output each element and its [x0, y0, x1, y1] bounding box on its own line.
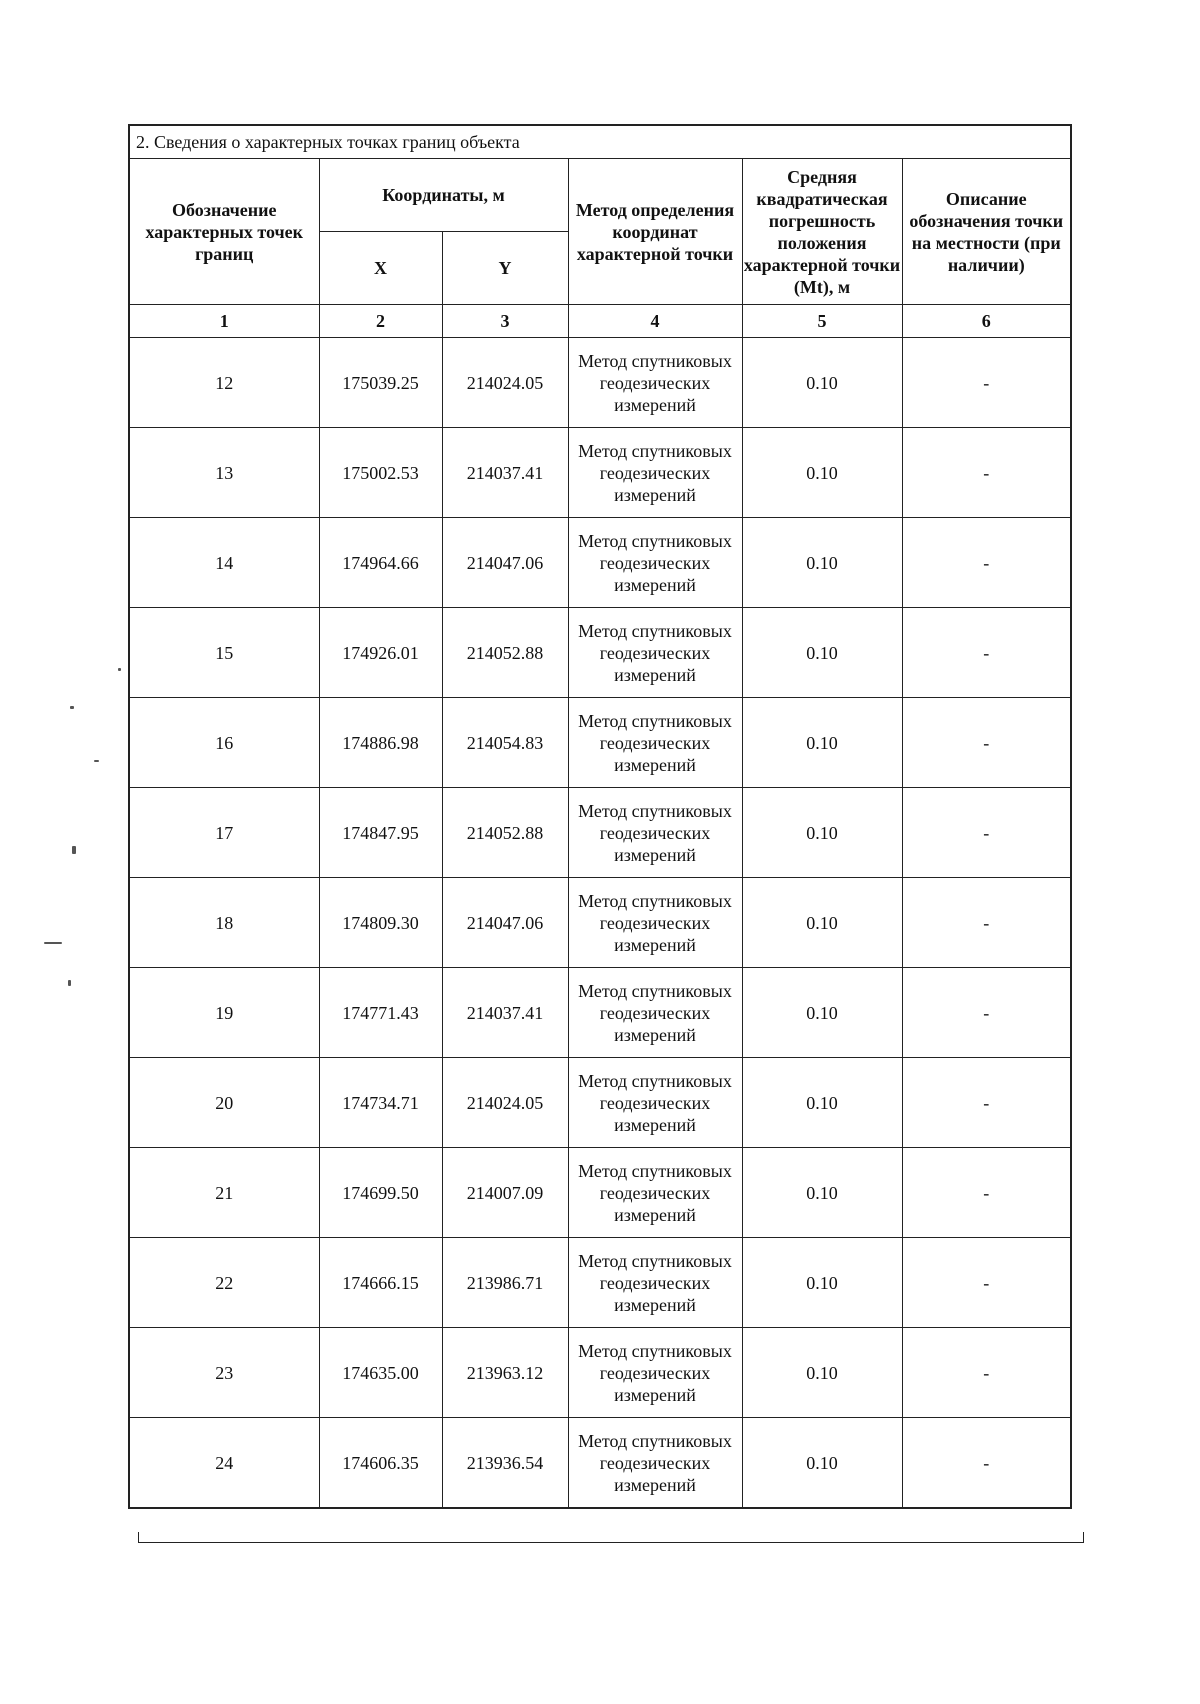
scan-speck [72, 846, 76, 854]
header-x: X [319, 232, 442, 305]
description-cell: - [902, 878, 1071, 968]
point-number: 14 [129, 518, 319, 608]
description-cell: - [902, 1418, 1071, 1509]
header-coordinates: Координаты, м [319, 159, 568, 232]
table-title: 2. Сведения о характерных точках границ объекта [129, 125, 1071, 159]
point-number: 24 [129, 1418, 319, 1509]
description-cell: - [902, 338, 1071, 428]
coord-x: 174964.66 [319, 518, 442, 608]
table-row [129, 698, 1071, 788]
method-cell: Метод спутниковых геодезических измерений [568, 1328, 742, 1418]
column-number: 1 [129, 305, 319, 338]
coord-y: 213963.12 [442, 1328, 568, 1418]
method-cell: Метод спутниковых геодезических измерений [568, 608, 742, 698]
coord-y: 213986.71 [442, 1238, 568, 1328]
header-method: Метод определения координат характерной точки [568, 159, 742, 305]
description-cell: - [902, 788, 1071, 878]
coord-y: 214047.06 [442, 518, 568, 608]
table-row [129, 1148, 1071, 1238]
method-cell: Метод спутниковых геодезических измерений [568, 788, 742, 878]
method-cell: Метод спутниковых геодезических измерений [568, 698, 742, 788]
description-cell: - [902, 428, 1071, 518]
coord-x: 174606.35 [319, 1418, 442, 1509]
error-cell: 0.10 [742, 1418, 902, 1509]
scan-speck [68, 980, 71, 986]
table-row [129, 1328, 1071, 1418]
error-cell: 0.10 [742, 518, 902, 608]
header-designation: Обозначение характерных точек границ [129, 159, 319, 305]
table-row [129, 428, 1071, 518]
scan-speck [118, 668, 121, 671]
table-row [129, 518, 1071, 608]
coord-y: 214007.09 [442, 1148, 568, 1238]
coord-x: 174635.00 [319, 1328, 442, 1418]
table-row [129, 878, 1071, 968]
point-number: 15 [129, 608, 319, 698]
coord-x: 174926.01 [319, 608, 442, 698]
coord-x: 175039.25 [319, 338, 442, 428]
coord-y: 214037.41 [442, 968, 568, 1058]
error-cell: 0.10 [742, 1328, 902, 1418]
method-cell: Метод спутниковых геодезических измерений [568, 338, 742, 428]
table-row [129, 338, 1071, 428]
scan-speck [94, 760, 99, 762]
coord-y: 214024.05 [442, 338, 568, 428]
column-numbers-row [129, 305, 1071, 338]
table-row [129, 1238, 1071, 1328]
boundary-points-table [128, 124, 1072, 1509]
error-cell: 0.10 [742, 788, 902, 878]
column-number: 2 [319, 305, 442, 338]
coord-y: 214037.41 [442, 428, 568, 518]
point-number: 22 [129, 1238, 319, 1328]
method-cell: Метод спутниковых геодезических измерений [568, 1418, 742, 1509]
method-cell: Метод спутниковых геодезических измерений [568, 878, 742, 968]
point-number: 21 [129, 1148, 319, 1238]
error-cell: 0.10 [742, 1148, 902, 1238]
table-row [129, 1058, 1071, 1148]
coord-x: 174734.71 [319, 1058, 442, 1148]
coord-y: 214047.06 [442, 878, 568, 968]
coord-x: 174847.95 [319, 788, 442, 878]
description-cell: - [902, 1238, 1071, 1328]
method-cell: Метод спутниковых геодезических измерений [568, 1238, 742, 1328]
description-cell: - [902, 1058, 1071, 1148]
column-number: 4 [568, 305, 742, 338]
column-number: 3 [442, 305, 568, 338]
description-cell: - [902, 1328, 1071, 1418]
method-cell: Метод спутниковых геодезических измерений [568, 1148, 742, 1238]
coord-y: 214054.83 [442, 698, 568, 788]
scan-speck [70, 706, 74, 709]
point-number: 18 [129, 878, 319, 968]
table-row [129, 788, 1071, 878]
description-cell: - [902, 1148, 1071, 1238]
column-number: 5 [742, 305, 902, 338]
error-cell: 0.10 [742, 608, 902, 698]
coord-x: 174886.98 [319, 698, 442, 788]
method-cell: Метод спутниковых геодезических измерений [568, 968, 742, 1058]
coord-y: 214024.05 [442, 1058, 568, 1148]
header-description: Описание обозначения точки на местности (при наличии) [902, 159, 1071, 305]
error-cell: 0.10 [742, 428, 902, 518]
coord-y: 213936.54 [442, 1418, 568, 1509]
point-number: 17 [129, 788, 319, 878]
coord-x: 174809.30 [319, 878, 442, 968]
description-cell: - [902, 698, 1071, 788]
header-y: Y [442, 232, 568, 305]
error-cell: 0.10 [742, 968, 902, 1058]
error-cell: 0.10 [742, 878, 902, 968]
error-cell: 0.10 [742, 698, 902, 788]
error-cell: 0.10 [742, 1058, 902, 1148]
point-number: 16 [129, 698, 319, 788]
table-bottom-border [138, 1532, 1084, 1543]
point-number: 12 [129, 338, 319, 428]
header-error: Средняя квадратическая погрешность положения характерной точки (Mt), м [742, 159, 902, 305]
error-cell: 0.10 [742, 1238, 902, 1328]
method-cell: Метод спутниковых геодезических измерений [568, 1058, 742, 1148]
method-cell: Метод спутниковых геодезических измерений [568, 428, 742, 518]
point-number: 13 [129, 428, 319, 518]
description-cell: - [902, 968, 1071, 1058]
point-number: 19 [129, 968, 319, 1058]
coord-x: 174666.15 [319, 1238, 442, 1328]
coord-x: 174699.50 [319, 1148, 442, 1238]
description-cell: - [902, 608, 1071, 698]
column-number: 6 [902, 305, 1071, 338]
coord-y: 214052.88 [442, 608, 568, 698]
scan-speck [44, 942, 62, 944]
method-cell: Метод спутниковых геодезических измерений [568, 518, 742, 608]
point-number: 23 [129, 1328, 319, 1418]
description-cell: - [902, 518, 1071, 608]
table-row [129, 608, 1071, 698]
coord-y: 214052.88 [442, 788, 568, 878]
coord-x: 175002.53 [319, 428, 442, 518]
table-body [129, 338, 1071, 1509]
point-number: 20 [129, 1058, 319, 1148]
table-row [129, 968, 1071, 1058]
error-cell: 0.10 [742, 338, 902, 428]
table-row [129, 1418, 1071, 1509]
coord-x: 174771.43 [319, 968, 442, 1058]
